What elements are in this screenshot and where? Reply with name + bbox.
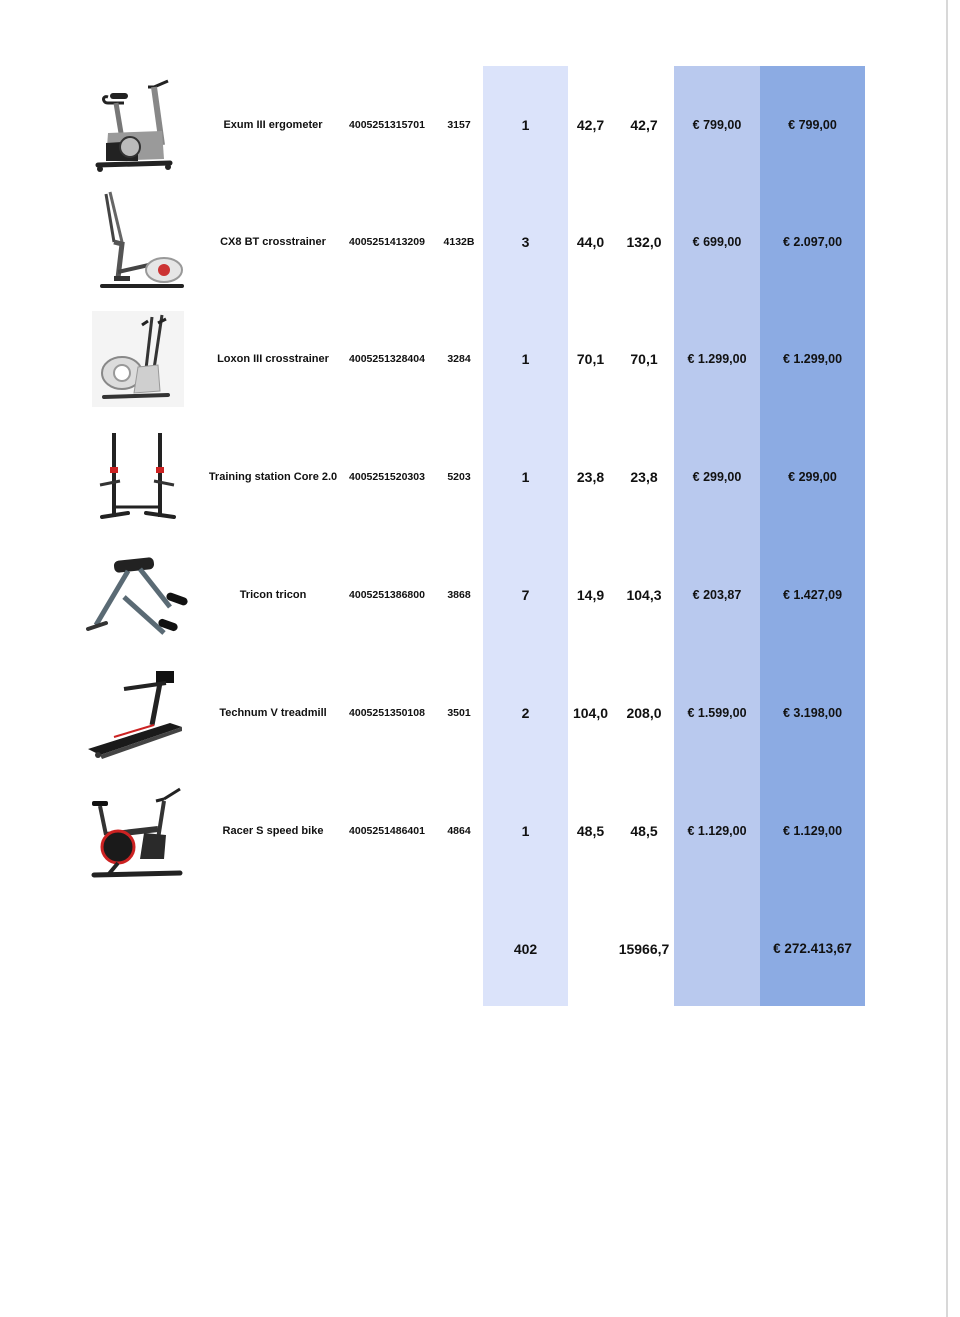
- product-ean: 4005251350108: [349, 706, 425, 719]
- table-row: [0, 183, 946, 300]
- product-name: Tricon tricon: [239, 588, 307, 601]
- product-image: [82, 772, 194, 889]
- product-quantity: 1: [521, 350, 530, 367]
- unit-price: € 203,87: [692, 587, 742, 602]
- unit-price: € 1.299,00: [687, 351, 747, 366]
- product-name: Technum V treadmill: [219, 706, 327, 719]
- product-quantity: 3: [521, 233, 530, 250]
- product-image: [82, 654, 194, 771]
- product-name: Racer S speed bike: [222, 824, 324, 837]
- product-quantity: 2: [521, 704, 530, 721]
- line-total: € 799,00: [788, 117, 837, 132]
- product-name: CX8 BT crosstrainer: [220, 235, 326, 248]
- product-name: Loxon III crosstrainer: [217, 352, 329, 365]
- training-station-icon: [88, 425, 188, 529]
- unit-price: € 699,00: [692, 234, 742, 249]
- product-image: [82, 66, 194, 183]
- product-quantity: 7: [521, 586, 530, 603]
- product-quantity: 1: [521, 822, 530, 839]
- grand-total-amount: € 272.413,67: [773, 941, 852, 956]
- table-row: [0, 300, 946, 417]
- total-weight: 132,0: [626, 233, 662, 250]
- unit-price: € 299,00: [692, 469, 742, 484]
- product-image: [82, 418, 194, 535]
- unit-weight: 23,8: [576, 468, 605, 485]
- product-article: 4864: [447, 824, 471, 837]
- total-weight: 23,8: [630, 468, 658, 485]
- unit-weight: 104,0: [572, 704, 609, 721]
- table-row: [0, 772, 946, 889]
- product-article: 3284: [447, 352, 471, 365]
- line-total: € 299,00: [788, 469, 837, 484]
- product-image: [82, 536, 194, 653]
- product-ean: 4005251386800: [349, 588, 425, 601]
- grand-total-weight: 15966,7: [618, 940, 670, 957]
- product-ean: 4005251486401: [349, 824, 425, 837]
- total-weight: 104,3: [626, 586, 662, 603]
- product-article: 3157: [447, 118, 471, 131]
- product-article: 3868: [447, 588, 471, 601]
- unit-weight: 70,1: [576, 350, 605, 367]
- product-image: [82, 300, 194, 417]
- product-article: 4132B: [443, 235, 475, 248]
- product-quantity: 1: [521, 468, 530, 485]
- product-ean: 4005251328404: [349, 352, 425, 365]
- total-weight: 70,1: [630, 350, 658, 367]
- product-ean: 4005251520303: [349, 470, 425, 483]
- total-weight: 42,7: [630, 116, 658, 133]
- line-total: € 2.097,00: [782, 234, 843, 249]
- line-total: € 1.299,00: [782, 351, 843, 366]
- total-weight: 208,0: [626, 704, 662, 721]
- totals-row: [0, 890, 946, 1007]
- product-ean: 4005251315701: [349, 118, 425, 131]
- table-row: [0, 654, 946, 771]
- table-row: [0, 418, 946, 535]
- unit-price: € 1.599,00: [687, 705, 747, 720]
- line-total: € 1.129,00: [782, 823, 843, 838]
- product-quantity: 1: [521, 116, 530, 133]
- table-row: [0, 536, 946, 653]
- speed-bike-icon: [84, 779, 192, 883]
- unit-weight: 14,9: [576, 586, 605, 603]
- product-article: 3501: [447, 706, 471, 719]
- total-weight: 48,5: [630, 822, 658, 839]
- table-row: [0, 66, 946, 183]
- ergometer-bike-icon: [88, 73, 188, 177]
- unit-price: € 1.129,00: [687, 823, 747, 838]
- unit-price: € 799,00: [692, 117, 742, 132]
- line-total: € 3.198,00: [782, 705, 843, 720]
- product-name: Exum III ergometer: [223, 118, 323, 131]
- line-total: € 1.427,09: [782, 587, 843, 602]
- page-edge: [946, 0, 948, 1317]
- product-article: 5203: [447, 470, 471, 483]
- product-image: [82, 183, 194, 300]
- crosstrainer-icon: [88, 188, 188, 296]
- treadmill-icon: [84, 663, 192, 763]
- product-ean: 4005251413209: [349, 235, 425, 248]
- hyperextension-bench-icon: [84, 545, 192, 645]
- unit-weight: 42,7: [576, 116, 605, 133]
- total-quantity: 402: [513, 940, 538, 957]
- unit-weight: 48,5: [576, 822, 605, 839]
- unit-weight: 44,0: [576, 233, 605, 250]
- product-name: Training station Core 2.0: [208, 470, 338, 483]
- crosstrainer-icon: [88, 307, 188, 411]
